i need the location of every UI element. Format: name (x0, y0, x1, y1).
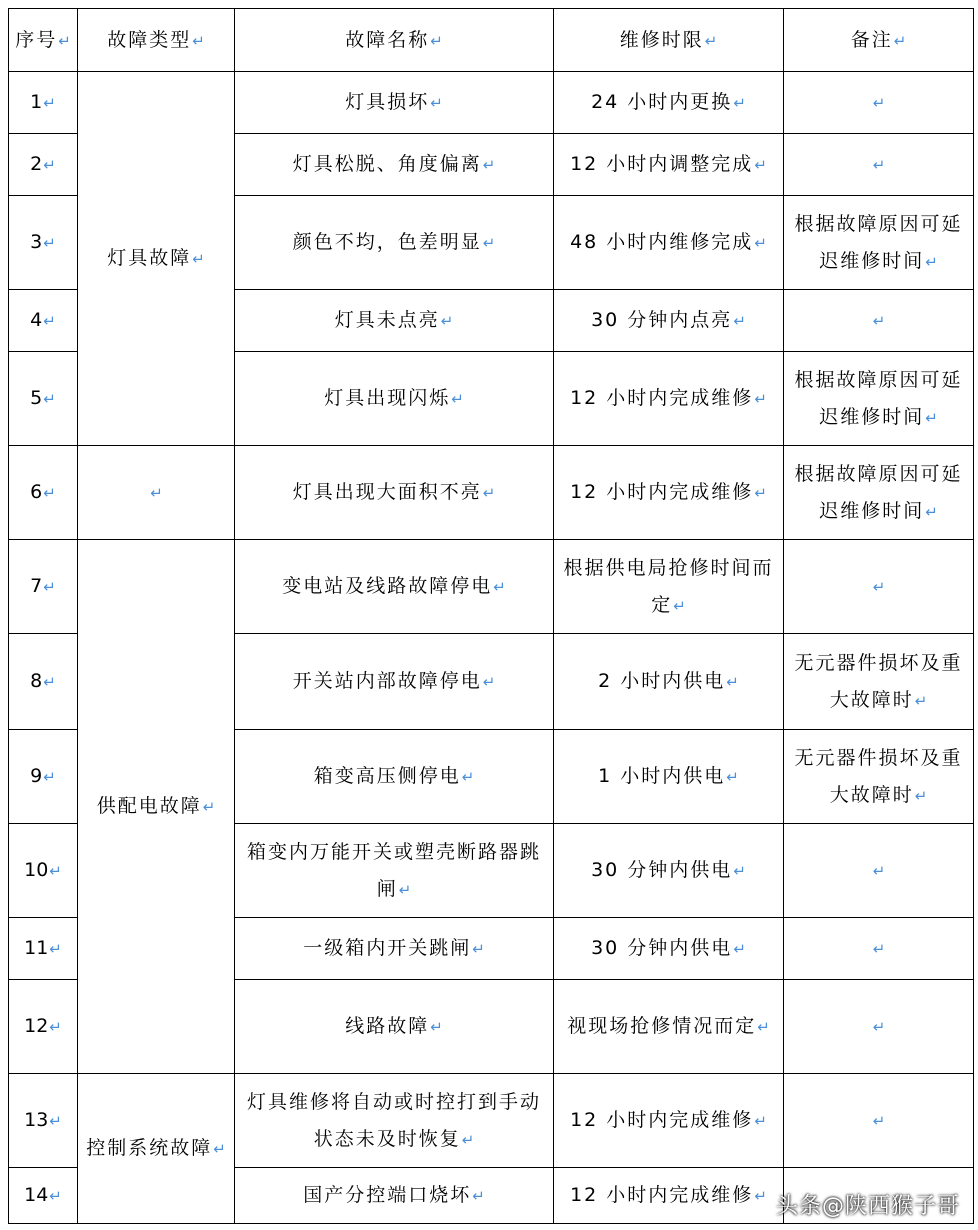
row-time: 12 小时内调整完成↵ (554, 134, 784, 196)
row-no: 5↵ (9, 352, 78, 446)
row-note: 根据故障原因可延迟维修时间↵ (784, 446, 974, 540)
row-name: 灯具损坏↵ (235, 72, 554, 134)
row-time: 视现场抢修情况而定↵ (554, 980, 784, 1074)
row-note: 无元器件损坏及重大故障时↵ (784, 634, 974, 730)
row-note: ↵ (784, 980, 974, 1074)
row-time: 30 分钟内供电↵ (554, 918, 784, 980)
row-name: 灯具未点亮↵ (235, 290, 554, 352)
row-name: 箱变内万能开关或塑壳断路器跳闸↵ (235, 824, 554, 918)
header-note: 备注↵ (784, 9, 974, 72)
row-name: 线路故障↵ (235, 980, 554, 1074)
row-name: 开关站内部故障停电↵ (235, 634, 554, 730)
row-note: ↵ (784, 72, 974, 134)
row-no: 10↵ (9, 824, 78, 918)
row-no: 13↵ (9, 1074, 78, 1168)
row-time: 30 分钟内点亮↵ (554, 290, 784, 352)
row-name: 颜色不均，色差明显↵ (235, 196, 554, 290)
row-no: 4↵ (9, 290, 78, 352)
row-name: 箱变高压侧停电↵ (235, 730, 554, 824)
row-name: 一级箱内开关跳闸↵ (235, 918, 554, 980)
row-note: 无元器件损坏及重大故障时↵ (784, 730, 974, 824)
row-time: 2 小时内供电↵ (554, 634, 784, 730)
row-note: ↵ (784, 290, 974, 352)
row-no: 11↵ (9, 918, 78, 980)
row-note: 根据故障原因可延迟维修时间↵ (784, 352, 974, 446)
header-row (9, 9, 974, 72)
row-name: 灯具维修将自动或时控打到手动状态未及时恢复↵ (235, 1074, 554, 1168)
row-note: ↵ (784, 918, 974, 980)
row-time: 30 分钟内供电↵ (554, 824, 784, 918)
row-name: 灯具松脱、角度偏离↵ (235, 134, 554, 196)
row-no: 12↵ (9, 980, 78, 1074)
group-type-lamp: 灯具故障↵ (78, 72, 235, 446)
row-no: 9↵ (9, 730, 78, 824)
header-name: 故障名称↵ (235, 9, 554, 72)
row-time: 12 小时内完成维修↵ (554, 446, 784, 540)
row-no: 2↵ (9, 134, 78, 196)
header-type: 故障类型↵ (78, 9, 235, 72)
row-time: 48 小时内维修完成↵ (554, 196, 784, 290)
table-row (9, 1074, 974, 1168)
row-time: 12 小时内完成维修↵ (554, 1168, 784, 1224)
row-name: 灯具出现大面积不亮↵ (235, 446, 554, 540)
row-no: 1↵ (9, 72, 78, 134)
row-name: 国产分控端口烧坏↵ (235, 1168, 554, 1224)
table-row (9, 446, 974, 540)
table-row (9, 72, 974, 134)
row-note: 根据故障原因可延迟维修时间↵ (784, 196, 974, 290)
row-name: 灯具出现闪烁↵ (235, 352, 554, 446)
row-note: ↵ (784, 1074, 974, 1168)
row-no: 6↵ (9, 446, 78, 540)
row-time: 12 小时内完成维修↵ (554, 352, 784, 446)
row-time: 24 小时内更换↵ (554, 72, 784, 134)
table-row (9, 540, 974, 634)
group-type-power: 供配电故障↵ (78, 540, 235, 1074)
row-no: 7↵ (9, 540, 78, 634)
row-type: ↵ (78, 446, 235, 540)
watermark: 头条@陕西猴子哥 (775, 1194, 960, 1219)
row-time: 根据供电局抢修时间而定↵ (554, 540, 784, 634)
row-name: 变电站及线路故障停电↵ (235, 540, 554, 634)
row-no: 3↵ (9, 196, 78, 290)
row-no: 14↵ (9, 1168, 78, 1224)
header-time: 维修时限↵ (554, 9, 784, 72)
row-time: 12 小时内完成维修↵ (554, 1074, 784, 1168)
group-type-control: 控制系统故障↵ (78, 1074, 235, 1224)
row-note: ↵ (784, 134, 974, 196)
header-no: 序号↵ (9, 9, 78, 72)
row-note: ↵ (784, 824, 974, 918)
fault-repair-table (8, 8, 974, 1224)
row-no: 8↵ (9, 634, 78, 730)
row-note: ↵ (784, 540, 974, 634)
row-time: 1 小时内供电↵ (554, 730, 784, 824)
